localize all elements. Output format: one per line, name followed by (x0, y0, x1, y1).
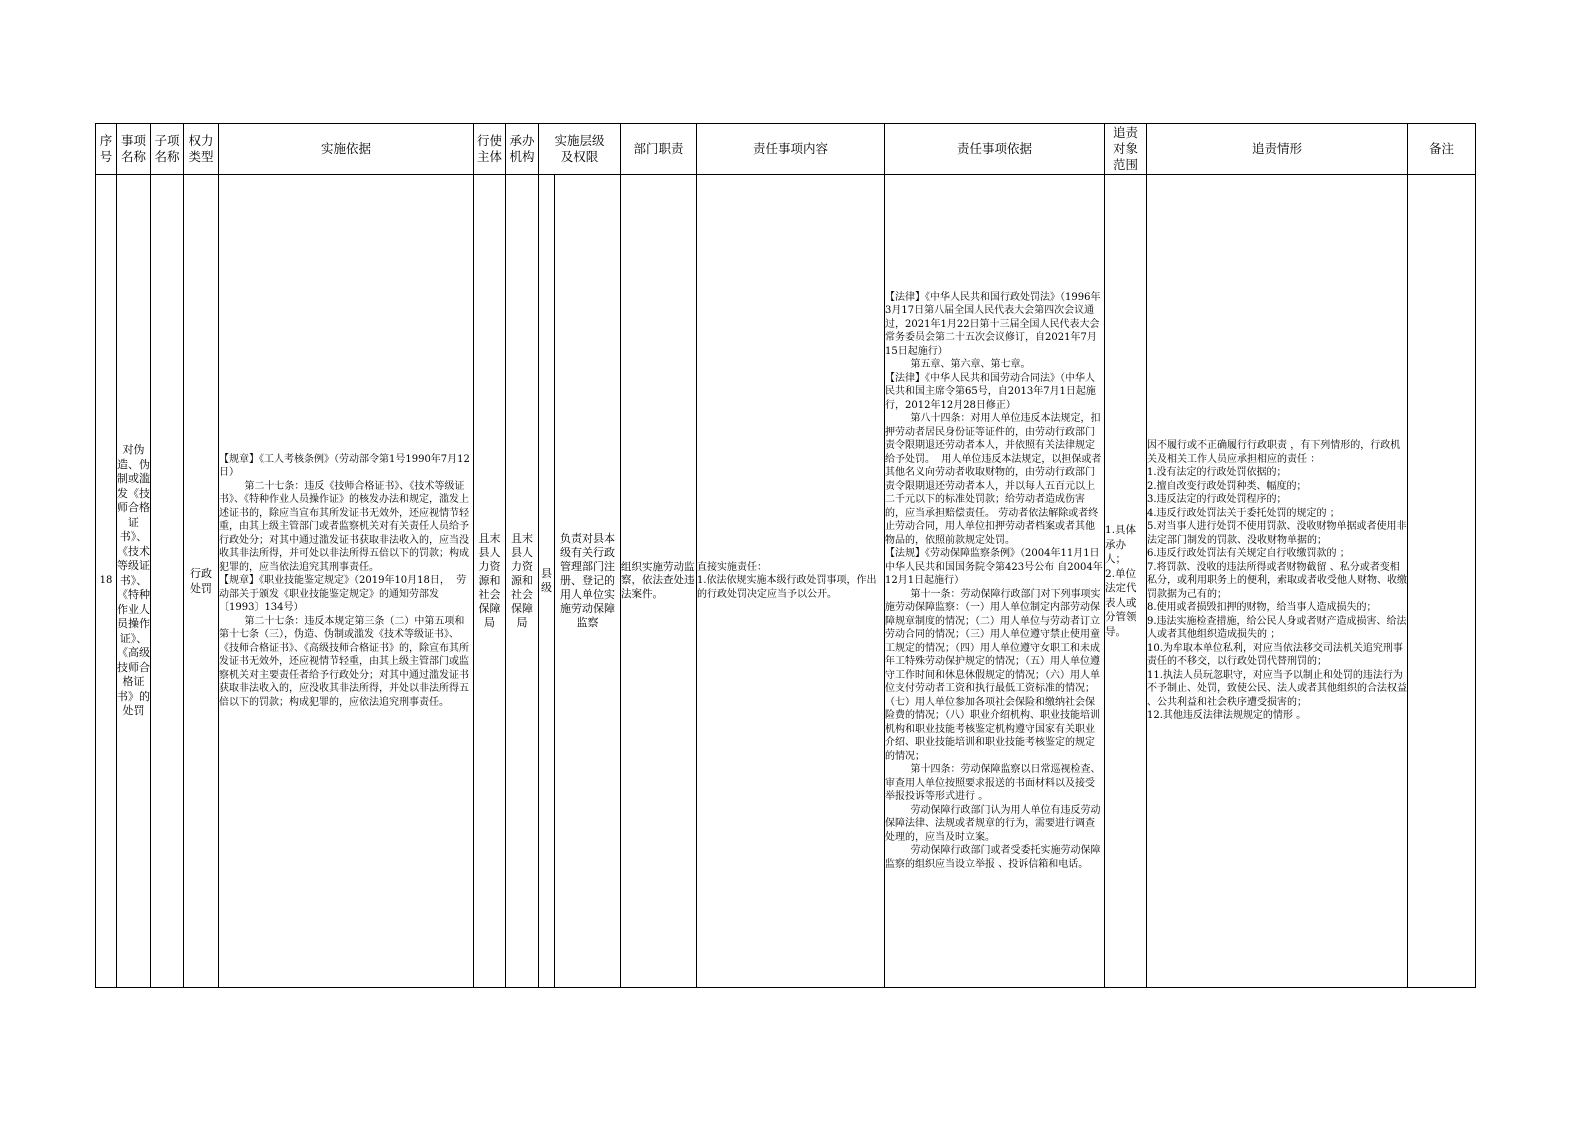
row-basis: 【规章】《工人考核条例》（劳动部令第1号1990年7月12日） 第二十七条：违反《技师合格证书》、《技术等级证书》、《特种作业人员操作证》的核发办法和规定，滥发上述证书的，除应当宣布其所发证书无效外，还应视情节轻重，由其上级主管部门或者监察机关对有关责任人员给予行政处分；对其中通过滥发证书获取非法收入的，应当没收其非法所得，并可处以非法所得五倍以下的罚款；构成犯罪的，应当依法追究其刑事责任。 【规章】《职业技能鉴定规定》（2019年10月18日， 劳动部关于颁发《职业技能鉴定规定》的通知劳部发〔1993〕134号） 第二十七条：违反本规定第三条（二）中第五项和第十七条（三），伪造、伪制或滥发《技术等级证书》、《技师合格证书》、《高级技师合格证书》的，除宣布其所发证书无效外，还应视情节轻重，由其上级主管部门或监察机关对主要责任者给予行政处分；对其中通过滥发证书获取非法收入的，应没收其非法所得，并处以非法所得五倍以下的罚款；构成犯罪的，应依法追究刑事责任。 (219, 175, 474, 988)
header-situations: 追责情形 (1147, 124, 1408, 175)
responsibility-table (95, 123, 1476, 988)
header-remarks: 备注 (1408, 124, 1476, 175)
row-power-type: 行政处罚 (184, 175, 219, 988)
row-subject: 且末县人力资源和社会保障局 (474, 175, 506, 988)
header-agency: 承办机构 (506, 124, 539, 175)
row-item-name: 对伪造、伪制或滥发《技师合格证书》、《技术等级证书》、《特种作业人员操作证》、《高级技师合格证书》的处罚 (117, 175, 151, 988)
header-item-name: 事项名称 (117, 124, 151, 175)
row-scope: 1.具体承办人； 2.单位法定代表人或分管领导。 (1105, 175, 1147, 988)
row-remarks (1408, 175, 1476, 988)
header-scope: 追责对象范围 (1105, 124, 1147, 175)
row-level-tier: 县级 (539, 175, 555, 988)
header-power-type: 权力类型 (184, 124, 219, 175)
header-level: 实施层级及权限 (539, 124, 621, 175)
header-sub-item: 子项名称 (151, 124, 184, 175)
header-duty: 部门职责 (621, 124, 697, 175)
row-sub-item (151, 175, 184, 988)
header-resp-content: 责任事项内容 (697, 124, 885, 175)
header-seq: 序号 (96, 124, 117, 175)
row-seq: 18 (96, 175, 117, 988)
row-resp-content: 直接实施责任： 1.依法依规实施本级行政处罚事项，作出的行政处罚决定应当予以公开。 (697, 175, 885, 988)
header-subject: 行使主体 (474, 124, 506, 175)
row-duty: 组织实施劳动监察，依法查处违法案件。 (621, 175, 697, 988)
row-agency: 且末县人力资源和社会保障局 (506, 175, 539, 988)
row-situations: 因不履行或不正确履行行政职责 ，有下列情形的，行政机关及相关工作人员应承担相应的责任 ： 1.没有法定的行政处罚依据的； 2.擅自改变行政处罚种类、幅度的； 3.违反法定的行政处罚程序的； 4.违反行政处罚法关于委托处罚的规定的 ； 5.对当事人进行处罚不使用罚款、没收财物单据或者使用非法定部门制发的罚款、没收财物单据的； 6.违反行政处罚法有关规定自行收缴罚款的 ； 7.将罚款、没收的违法所得或者财物截留 、私分或者变相私分，或利用职务上的便利，索取或者收受他人财物、收缴罚款据为己有的； 8.使用或者损毁扣押的财物，给当事人造成损失的； 9.违法实施检查措施，给公民人身或者财产造成损害、给法人或者其他组织造成损失的 ； 10.为牟取本单位私利，对应当依法移交司法机关追究刑事责任的不移交，以行政处罚代替刑罚的； 11.执法人员玩忽职守，对应当予以制止和处罚的违法行为不予制止、处罚，致使公民、法人或者其他组织的合法权益 、公共利益和社会秩序遭受损害的； 12.其他违反法律法规规定的情形 。 (1147, 175, 1408, 988)
header-basis: 实施依据 (219, 124, 474, 175)
header-resp-basis: 责任事项依据 (885, 124, 1105, 175)
header-row (96, 124, 1476, 175)
table-row (96, 175, 1476, 988)
row-resp-basis: 【法律】《中华人民共和国行政处罚法》（1996年3月17日第八届全国人民代表大会第四次会议通过，2021年1月22日第十三届全国人民代表大会常务委员会第二十五次会议修订，自2021年7月15日起施行） 第五章、第六章、第七章。 【法律】《中华人民共和国劳动合同法》（中华人民共和国主席令第65号，自2013年7月1日起施行，2012年12月28日修正） 第八十四条：对用人单位违反本法规定，扣押劳动者居民身份证等证件的，由劳动行政部门责令限期退还劳动者本人，并依照有关法律规定给予处罚。 用人单位违反本法规定，以担保或者其他名义向劳动者收取财物的，由劳动行政部门责令限期退还劳动者本人，并以每人五百元以上二千元以下的标准处罚款；给劳动者造成伤害的，应当承担赔偿责任。 劳动者依法解除或者终止劳动合同，用人单位扣押劳动者档案或者其他物品的，依照前款规定处罚。 【法规】《劳动保障监察条例》（2004年11月1日中华人民共和国国务院令第423号公布 自2004年12月1日起施行） 第十一条：劳动保障行政部门对下列事项实施劳动保障监察：（一）用人单位制定内部劳动保障规章制度的情况；（二）用人单位与劳动者订立劳动合同的情况；（三）用人单位遵守禁止使用童工规定的情况；（四）用人单位遵守女职工和未成年工特殊劳动保护规定的情况；（五）用人单位遵守工作时间和休息休假规定的情况；（六）用人单位支付劳动者工资和执行最低工资标准的情况；（七）用人单位参加各项社会保险和缴纳社会保险费的情况；（八）职业介绍机构、职业技能培训机构和职业技能考核鉴定机构遵守国家有关职业介绍、职业技能培训和职业技能考核鉴定的规定的情况； 第十四条：劳动保障监察以日常巡视检查、审查用人单位按照要求报送的书面材料以及接受举报投诉等形式进行 。 劳动保障行政部门认为用人单位有违反劳动保障法律、法规或者规章的行为，需要进行调查处理的，应当及时立案。 劳动保障行政部门或者受委托实施劳动保障监察的组织应当设立举报 、投诉信箱和电话。 (885, 175, 1105, 988)
row-level-desc: 负责对县本级有关行政管理部门注册、登记的用人单位实施劳动保障监察 (555, 175, 621, 988)
